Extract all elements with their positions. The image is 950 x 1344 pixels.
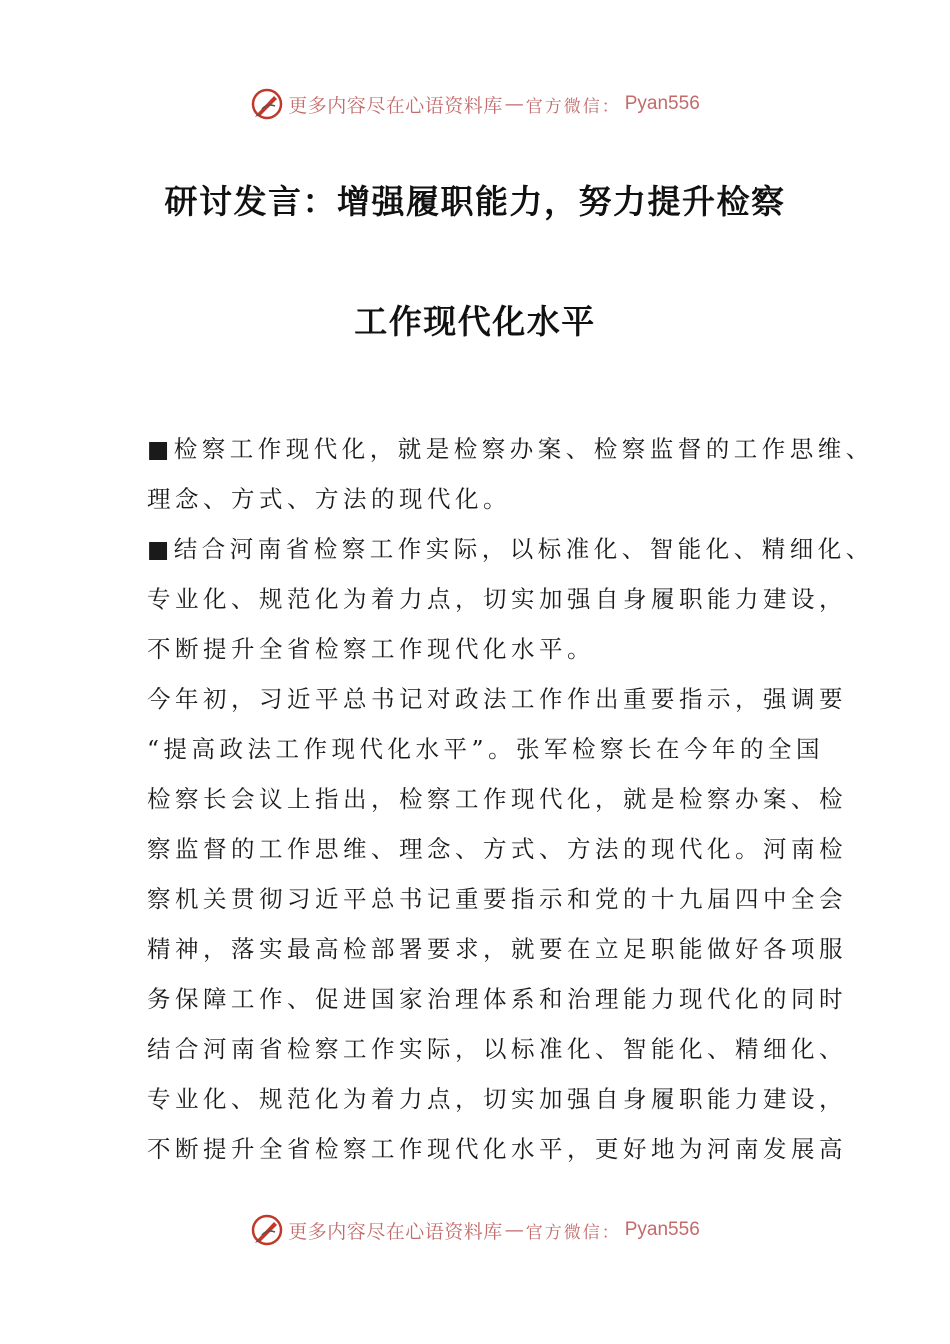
page-title-line-2: 工作现代化水平 — [354, 302, 596, 341]
body-line: 专业化、规范化为着力点，切实加强自身履职能力建设， — [147, 585, 847, 613]
banner-wechat-id: Pyan556 — [624, 93, 700, 114]
banner-wechat-id: Pyan556 — [624, 1219, 700, 1240]
banner-text: 更多内容尽在心语资料库 — [288, 94, 503, 117]
body-line: ■检察工作现代化，就是检察办案、检察监督的工作思维、 — [147, 435, 874, 463]
article-body — [147, 426, 874, 1176]
banner-text: 更多内容尽在心语资料库 — [288, 1220, 503, 1243]
body-line: “提高政法工作现代化水平”。张军检察长在今年的全国 — [147, 735, 825, 763]
body-line: 察机关贯彻习近平总书记重要指示和党的十九届四中全会 — [147, 885, 847, 913]
page-title-line-1: 研讨发言：增强履职能力，努力提升检察 — [164, 182, 786, 221]
body-line: 不断提升全省检察工作现代化水平，更好地为河南发展高 — [147, 1135, 847, 1163]
header-banner — [0, 82, 950, 126]
pen-circle-logo-icon — [250, 1213, 284, 1247]
body-line: 不断提升全省检察工作现代化水平。 — [147, 635, 595, 663]
body-line: 结合河南省检察工作实际，以标准化、智能化、精细化、 — [147, 1035, 847, 1063]
footer-banner — [0, 1208, 950, 1252]
body-line: 理念、方式、方法的现代化。 — [147, 485, 511, 513]
body-line: 检察长会议上指出，检察工作现代化，就是检察办案、检 — [147, 785, 847, 813]
pen-circle-logo-icon — [250, 87, 284, 121]
body-line: 务保障工作、促进国家治理体系和治理能力现代化的同时 — [147, 985, 847, 1013]
body-line: 今年初，习近平总书记对政法工作作出重要指示，强调要 — [147, 685, 847, 713]
body-line: 察监督的工作思维、理念、方式、方法的现代化。河南检 — [147, 835, 847, 863]
body-line: 精神，落实最高检部署要求，就要在立足职能做好各项服 — [147, 935, 847, 963]
body-line: ■结合河南省检察工作实际，以标准化、智能化、精细化、 — [147, 535, 874, 563]
banner-label: 官方微信： — [525, 96, 621, 117]
banner-dash: — — [504, 93, 524, 115]
body-line: 专业化、规范化为着力点，切实加强自身履职能力建设， — [147, 1085, 847, 1113]
banner-label: 官方微信： — [525, 1222, 621, 1243]
banner-dash: — — [504, 1219, 524, 1241]
